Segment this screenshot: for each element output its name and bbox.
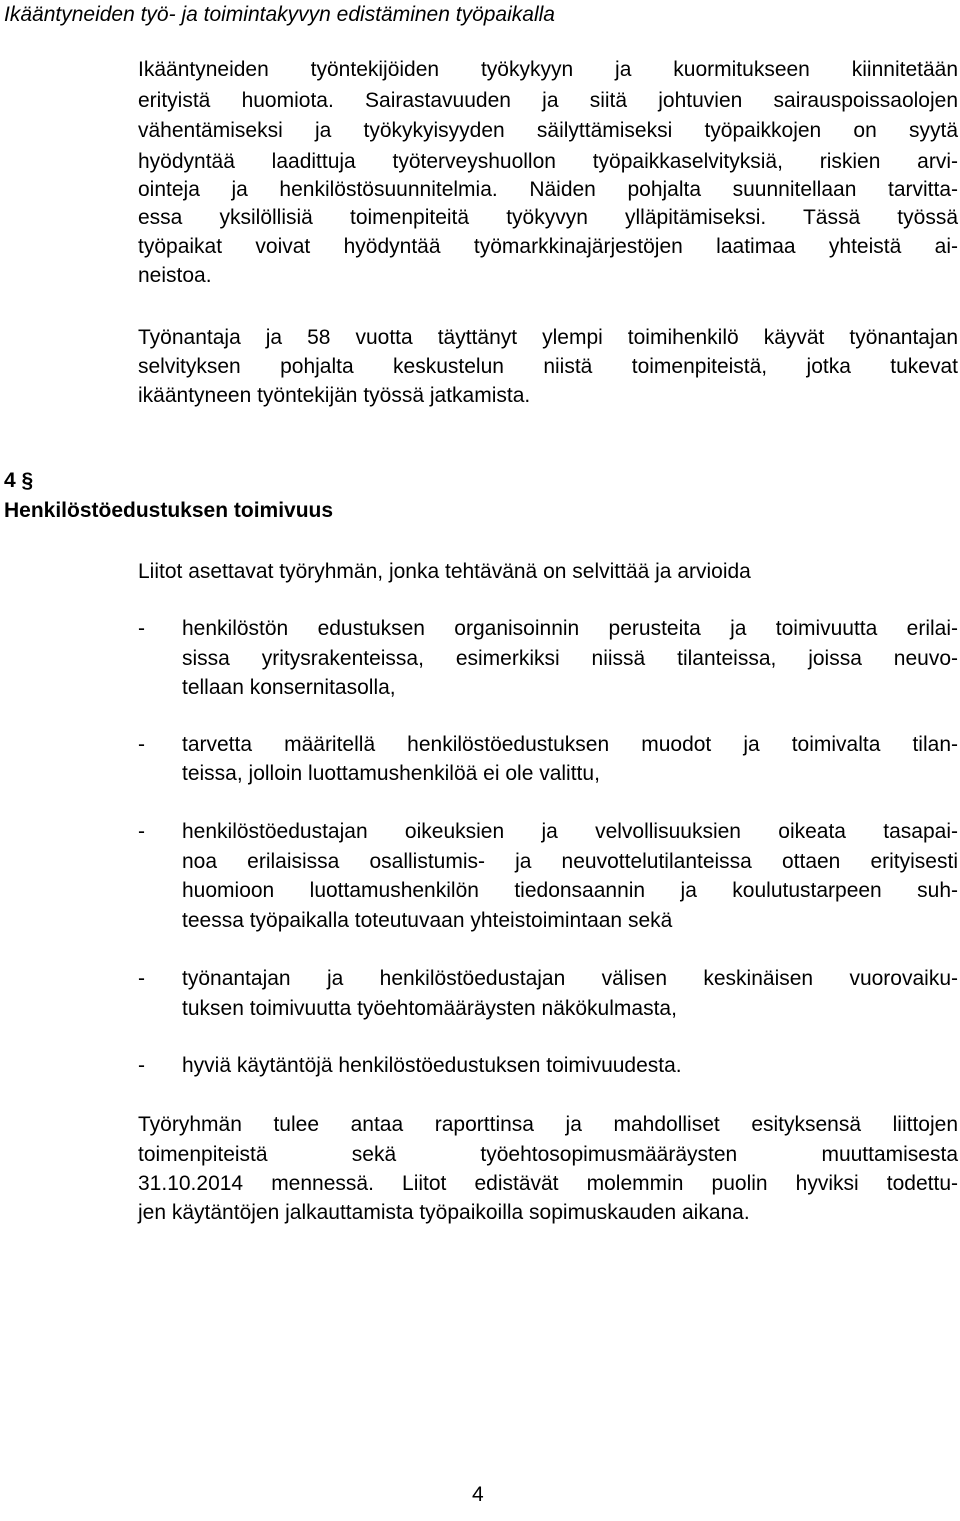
list-item-line: sissa yritysrakenteissa, esimerkiksi niissä tilanteissa, joissa neuvo- (182, 647, 958, 670)
list-item-line: tarvetta määritellä henkilöstöedustuksen muodot ja toimivalta tilan- (182, 733, 958, 756)
list-item-line: työnantajan ja henkilöstöedustajan välisen keskinäisen vuorovaiku- (182, 967, 958, 990)
text-line: ikääntyneen työntekijän työssä jatkamista. (138, 384, 531, 407)
section-title: Henkilöstöedustuksen toimivuus (4, 499, 334, 522)
text-line: hyödyntää laadittuja työterveyshuollon työpaikkaselvityksiä, riskien arvi- (138, 150, 958, 173)
list-dash: - (138, 1054, 145, 1077)
text-line: essa yksilöllisiä toimenpiteitä työkyvyn ylläpitämiseksi. Tässä työssä (138, 206, 958, 229)
section-intro: Liitot asettavat työryhmän, jonka tehtävänä on selvittää ja arvioida (138, 560, 751, 583)
list-item-line: noa erilaisissa osallistumis- ja neuvottelutilanteissa ottaen erityisesti (182, 850, 958, 873)
text-line: toimenpiteistä sekä työehtosopimusmääräysten muuttamisesta (138, 1143, 958, 1166)
list-item-line: tellaan konsernitasolla, (182, 676, 396, 699)
text-line: Työnantaja ja 58 vuotta täyttänyt ylempi toimihenkilö käyvät työnantajan (138, 326, 958, 349)
text-line: 31.10.2014 mennessä. Liitot edistävät molemmin puolin hyviksi todettu- (138, 1172, 958, 1195)
list-dash: - (138, 820, 145, 843)
text-line: neistoa. (138, 264, 212, 287)
text-line: Ikääntyneiden työntekijöiden työkykyyn ja kuormitukseen kiinnitetään (138, 58, 958, 81)
text-line: Työryhmän tulee antaa raporttinsa ja mahdolliset esityksensä liittojen (138, 1113, 958, 1136)
list-item-line: henkilöstöedustajan oikeuksien ja velvollisuuksien oikeata tasapai- (182, 820, 958, 843)
text-line: selvityksen pohjalta keskustelun niistä toimenpiteistä, jotka tukevat (138, 355, 958, 378)
text-line: työpaikat voivat hyödyntää työmarkkinajärjestöjen laatimaa yhteistä ai- (138, 235, 958, 258)
list-item-line: tuksen toimivuutta työehtomääräysten näkökulmasta, (182, 997, 677, 1020)
list-dash: - (138, 967, 145, 990)
list-item-line: teissa, jolloin luottamushenkilöä ei ole valittu, (182, 762, 600, 785)
list-item-line: teessa työpaikalla toteutuvaan yhteistoimintaan sekä (182, 909, 673, 932)
text-line: vähentämiseksi ja työkykyisyyden säilyttämiseksi työpaikkojen on syytä (138, 119, 958, 142)
running-header: Ikääntyneiden työ- ja toimintakyvyn edistäminen työpaikalla (4, 3, 555, 26)
list-dash: - (138, 617, 145, 640)
section-number: 4 § (4, 469, 34, 492)
list-item-line: hyviä käytäntöjä henkilöstöedustuksen toimivuudesta. (182, 1054, 682, 1077)
page-number: 4 (472, 1483, 484, 1506)
text-line: jen käytäntöjen jalkauttamista työpaikoilla sopimuskauden aikana. (138, 1201, 750, 1224)
text-line: ointeja ja henkilöstösuunnitelmia. Näiden pohjalta suunnitellaan tarvitta- (138, 178, 958, 201)
list-item-line: henkilöstön edustuksen organisoinnin perusteita ja toimivuutta erilai- (182, 617, 958, 640)
list-item-line: huomioon luottamushenkilön tiedonsaannin ja koulutustarpeen suh- (182, 879, 958, 902)
text-line: erityistä huomiota. Sairastavuuden ja siitä johtuvien sairauspoissaolojen (138, 89, 958, 112)
list-dash: - (138, 733, 145, 756)
